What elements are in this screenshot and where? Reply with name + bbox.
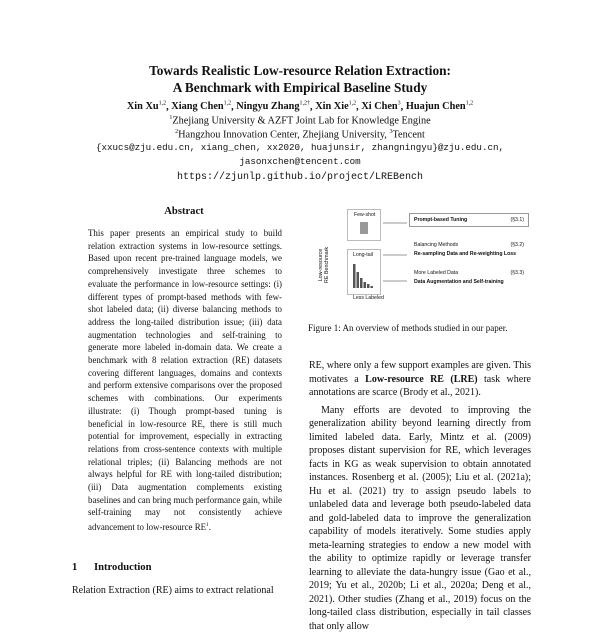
method1-ref: (§3.1)	[510, 217, 524, 223]
method2-ref: (§3.2)	[510, 242, 524, 248]
section-heading-introduction: 1 Introduction	[72, 562, 152, 573]
email-line-1: {xxucs@zju.edu.cn, xiang_chen, xx2020, huajunsir, zhangningyu}@zju.edu.cn,	[0, 141, 600, 154]
method3-sub: Data Augmentation and Self-training	[414, 279, 504, 285]
long-tail-panel	[347, 249, 381, 295]
more-labeled-data-box	[409, 267, 529, 291]
benchmark-label-line2: RE Benchmark	[324, 247, 330, 283]
benchmark-label-box	[315, 229, 333, 301]
few-shot-label: Few-shot	[354, 212, 375, 218]
paragraph-1: RE, where only a few support examples are given. This motivates a Low-resource RE (LRE) task where annotations are scarce (Brody et al., 2021).	[309, 359, 531, 400]
abstract-heading: Abstract	[72, 206, 296, 217]
author: Xin Xu$^{1,2}$	[127, 101, 166, 112]
author: Huajun Chen$^{1,2}$	[406, 101, 473, 112]
author: Xin Xie$^{1,2}$	[315, 101, 356, 112]
affiliation-1: $^1$Zhejiang University & AZFT Joint Lab for Knowledge Engine	[0, 112, 600, 128]
author: Xi Chen$^3$	[361, 101, 400, 112]
title-line-1: Towards Realistic Low-resource Relation Extraction:	[0, 62, 600, 79]
figure-1	[311, 207, 529, 307]
title-line-2: A Benchmark with Empirical Baseline Study	[0, 79, 600, 96]
figure-1-caption: Figure 1: An overview of methods studied in our paper.	[308, 322, 534, 334]
method1-title: Prompt-based Tuning	[414, 217, 467, 223]
less-labeled-label: Less Labeled	[353, 295, 384, 301]
method2-title: Balancing Methods	[414, 242, 458, 248]
long-tail-distribution-icon	[352, 262, 376, 288]
paragraph-2: Many efforts are devoted to improving the generalization ability beyond learning directly from limited labeled data. Early, Mintz et al. (2009) proposes distant supervision for RE, which leverages facts in KG as weak supervision to obtain annotated instances. Rosenberg et al. (2005); Liu et al. (2021a); Hu et al. (2021) try to assign pseudo labels to unlabeled data and leverage both pseudo-labeled data and gold-labeled data to improve the generalization capability of models iteratively. Some studies apply meta-learning strategies to endow a new model with the ability to optimize rapidly or leverage transfer learning to alleviate the data-hungry issue (Gao et al., 2019; Yu et al., 2020b; Li et al., 2020a; Deng et al., 2021). Other studies (Zhang et al., 2019) focus on the long-tailed class distribution, especially in tail classes that only allow	[309, 404, 531, 633]
few-shot-panel	[347, 209, 381, 241]
right-column-body	[309, 359, 531, 633]
method-arrows	[381, 209, 411, 299]
method2-sub: Re-sampling Data and Re-weighting Loss	[414, 251, 516, 257]
email-line-2: jasonxchen@tencent.com	[0, 155, 600, 168]
long-tail-label: Long-tail	[353, 252, 373, 258]
method3-ref: (§3.3)	[510, 270, 524, 276]
introduction-first-line: Relation Extraction (RE) aims to extract relational	[72, 584, 298, 597]
affiliation-2: $^2$Hangzhou Innovation Center, Zhejiang University, $^3$Tencent	[0, 126, 600, 142]
abstract-body: This paper presents an empirical study to build relation extraction systems in low-resource settings. Based upon recent pre-trained language models, we comprehensively investigate three schemes to evaluate the performance in low-resource settings: (i) different types of prompt-based methods with few-shot labeled data; (ii) diverse balancing methods to address the long-tailed distribution issue; (iii) data augmentation technologies and self-training to generate more labeled in-domain data. We create a benchmark with 8 relation extraction (RE) datasets covering different languages, domains and contexts and perform extensive comparisons over the proposed schemes with combinations. Our experiments illustrate: (i) Though prompt-based tuning is beneficial in low-resource RE, there is still much potential for improvement, especially in extracting relations from cross-sentence contexts with multiple relational triples; (ii) Balancing methods are not always helpful for RE with long-tailed distribution; (iii) Data augmentation complements existing baselines and can bring much performance gain, while self-training may not consistently achieve advancement to low-resource $RE^1$.	[88, 227, 282, 534]
method3-title: More Labeled Data	[414, 270, 458, 276]
balancing-methods-box	[409, 239, 529, 263]
prompt-tuning-box	[409, 213, 529, 227]
benchmark-label-line1: Low-resource	[318, 247, 324, 283]
paper-title	[0, 62, 600, 96]
footnote-mark[interactable]: 1	[206, 522, 209, 528]
few-shot-document-icon	[360, 222, 368, 234]
project-url[interactable]: https://zjunlp.github.io/project/LREBench	[0, 171, 600, 184]
author-list: Xin Xu$^{1,2}$, Xiang Chen$^{1,2}$, Ningyu Zhang$^{1,2\dagger}$, Xin Xie$^{1,2}$, Xi Chen$^3$, Huajun Chen$^{1,2}$	[0, 98, 600, 113]
author: Ningyu Zhang$^{1,2\dagger}$	[236, 101, 310, 112]
author: Xiang Chen$^{1,2}$	[171, 101, 231, 112]
